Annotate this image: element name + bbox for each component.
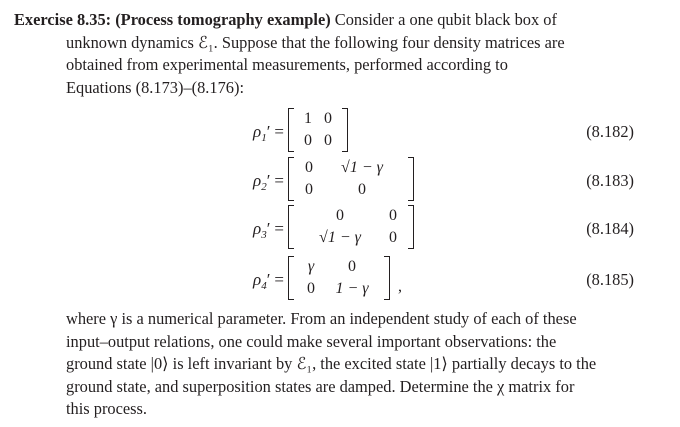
intro-text-1: Consider a one qubit black box of [334,10,557,29]
exercise-intro [14,9,666,99]
equation-rho3 [0,205,680,251]
closing-line-5: this process. [66,399,148,418]
closing-line-3: ground state |0⟩ is left invariant by ℰ₁, the excited state |1⟩ partially decays to the [66,354,597,373]
equation-rho2 [0,157,680,203]
equation-rho1 [0,108,680,154]
matrix-cell: 0 [304,132,312,149]
matrix [288,157,414,201]
matrix-cell: 1 [304,110,312,127]
closing-line-4: ground state, and superposition states are damped. Determine the χ matrix for [66,376,575,396]
matrix [288,256,390,300]
right-bracket [342,108,348,152]
matrix-cell-sqrt: √1 − γ [319,229,361,246]
equation-number: (8.184) [586,219,634,238]
matrix-cell: 0 [305,181,313,198]
exercise-label: Exercise 8.35: [14,10,112,29]
closing-paragraph [14,308,680,421]
right-bracket [384,256,390,300]
matrix-cell: 0 [324,110,332,127]
matrix-cell: γ [307,258,315,275]
matrix-cell: 0 [358,181,366,198]
matrix [288,205,414,249]
exercise-title: (Process tomography example) [115,10,331,29]
matrix-cell: 0 [305,159,313,176]
equation-number: (8.185) [586,270,634,289]
equation-number: (8.182) [586,122,634,141]
equation-lhs: $\rho_3'$ = [253,219,284,241]
closing-line-2: input–output relations, one could make several important observations: the [66,331,557,351]
equation-lhs: $\rho_4'$ = [253,270,284,292]
intro-line-3: obtained from experimental measurements, performed according to [66,55,508,74]
matrix [288,108,348,152]
equation-lhs: $\rho_2'$ = [253,171,284,193]
closing-line-1: where γ is a numerical parameter. From an independent study of each of these [66,309,577,328]
intro-line-4: Equations (8.173)–(8.176): [66,77,244,97]
right-bracket [408,157,414,201]
matrix-cell: 1 − γ [335,280,369,297]
matrix-cell: 0 [348,258,356,275]
matrix-cell: 0 [389,229,397,246]
intro-line-2: unknown dynamics ℰ₁. Suppose that the following four density matrices are [66,32,565,52]
equation-rho4 [0,256,680,302]
trailing-comma: , [398,278,402,295]
matrix-cell-sqrt: √1 − γ [341,159,383,176]
intro-line-1 [14,9,666,32]
matrix-cell: 0 [324,132,332,149]
equation-number: (8.183) [586,171,634,190]
right-bracket [408,205,414,249]
matrix-cell: 0 [389,207,397,224]
matrix-cell: 0 [336,207,344,224]
equation-lhs: $\rho_1'$ = [253,122,284,144]
matrix-cell: 0 [307,280,315,297]
